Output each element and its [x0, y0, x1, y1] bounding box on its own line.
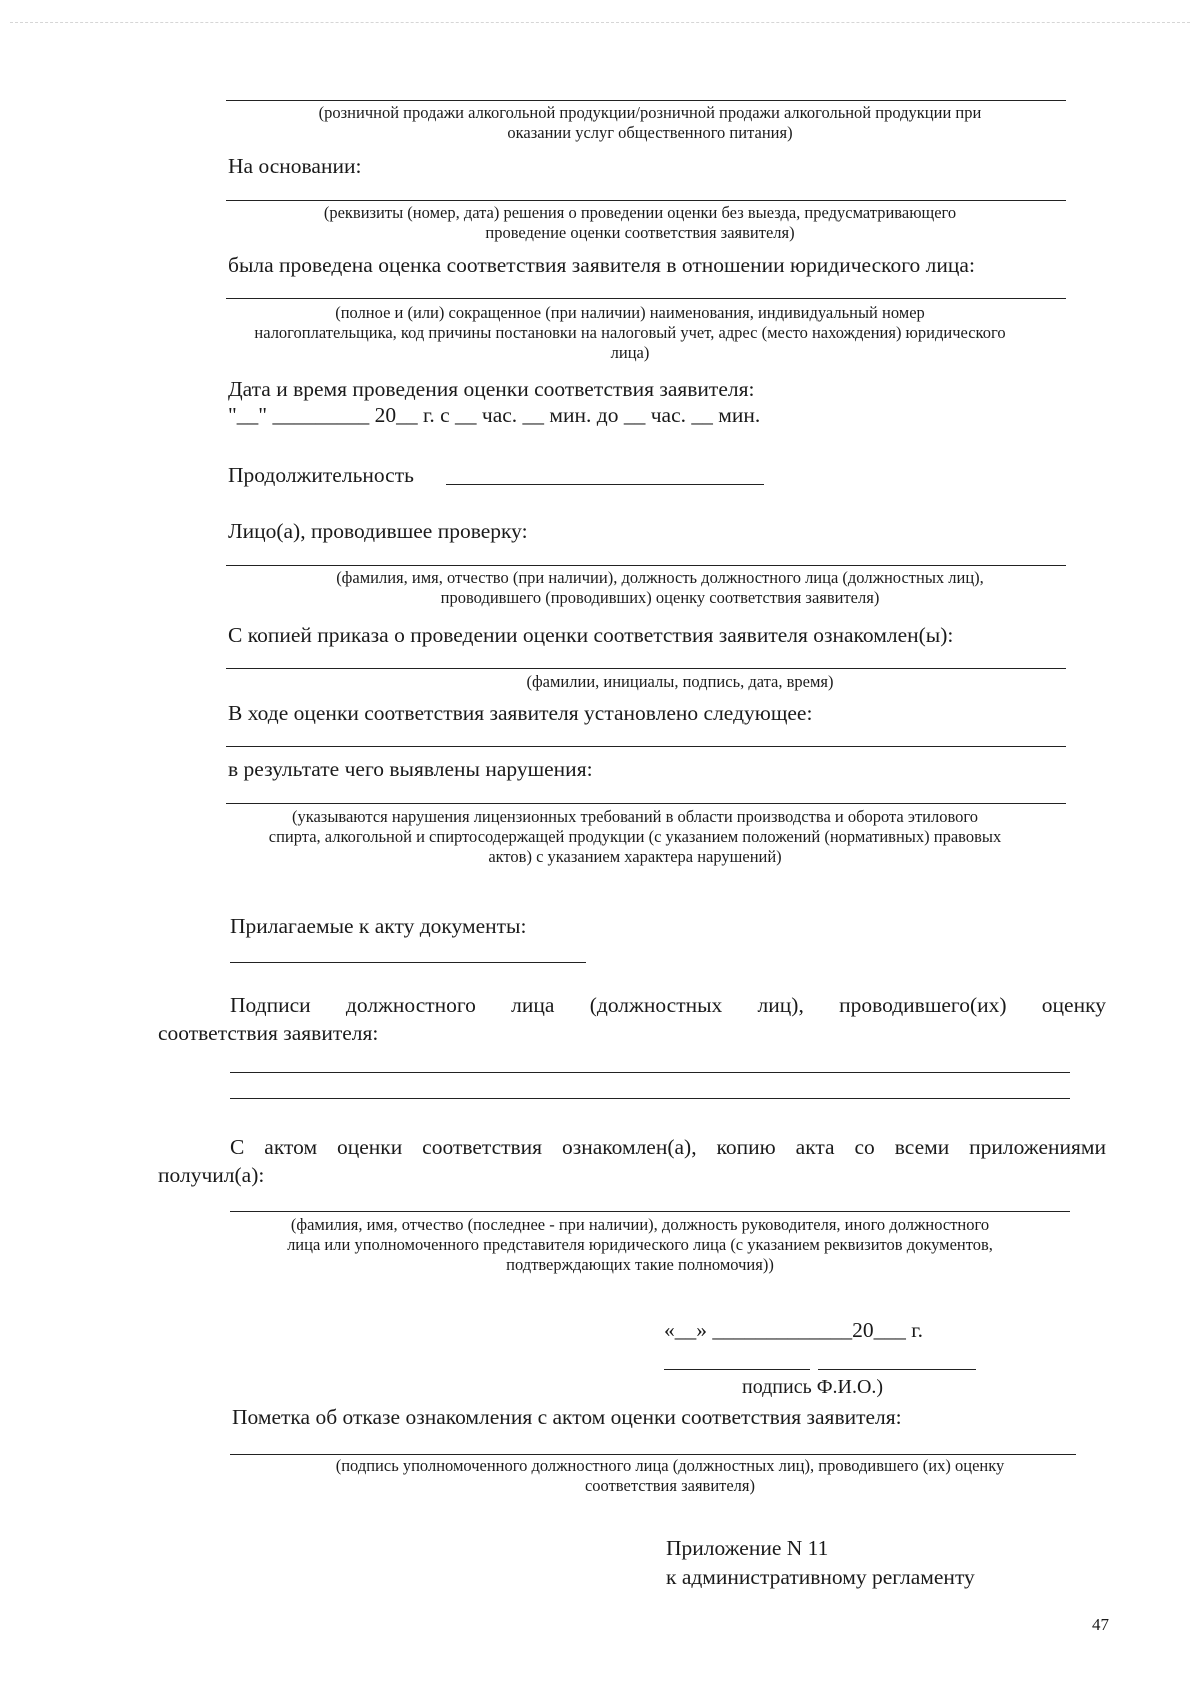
- findings-line: [226, 746, 1066, 747]
- year-suffix: г. с: [422, 403, 450, 427]
- signature-line-1: [230, 1072, 1070, 1073]
- inspector-label: Лицо(а), проводившее проверку:: [228, 519, 528, 543]
- order-copy-label: С копией приказа о проведении оценки соответствия заявителя ознакомлен(ы):: [228, 623, 954, 647]
- license-type-caption: (розничной продажи алкогольной продукции/розничной продажи алкогольной продукции при оказании услуг общественного питания): [318, 103, 982, 142]
- basis-line: [226, 200, 1066, 201]
- quote-close: ": [258, 403, 268, 427]
- inspector-caption: (фамилия, имя, отчество (при наличии), должность должностного лица (должностных лиц), проводившего (проводивших) оценку соответствия заявителя): [336, 568, 984, 607]
- refusal-label: Пометка об отказе ознакомления с актом оценки соответствия заявителя:: [232, 1405, 902, 1429]
- hours-text: час.: [481, 403, 518, 427]
- inspector-line: [226, 565, 1066, 566]
- signature-line-2: [230, 1098, 1070, 1099]
- signatures-label-line2: соответствия заявителя:: [158, 1021, 379, 1045]
- attachments-line: [230, 962, 586, 963]
- minutes-to-text: мин. до: [549, 403, 619, 427]
- year-prefix: 20: [374, 403, 397, 427]
- acknowledged-label-line1: С актом оценки соответствия ознакомлен(а), копию акта со всеми приложениями: [230, 1135, 1106, 1159]
- basis-caption: (реквизиты (номер, дата) решения о проведении оценки без выезда, предусматривающего проведение оценки соответствия заявителя): [323, 203, 957, 242]
- violations-caption: (указываются нарушения лицензионных требований в области производства и оборота этилового спирта, алкогольной и спиртосодержащей продукции (с указанием положений (нормативных) правовых актов) с указанием характера нарушений): [268, 807, 1002, 866]
- signatures-label-line1: Подписи должностного лица (должностных лиц), проводившего(их) оценку: [230, 993, 1106, 1017]
- name-blank: [818, 1369, 976, 1370]
- datetime-label: Дата и время проведения оценки соответствия заявителя:: [228, 377, 755, 401]
- legal-entity-label: была проведена оценка соответствия заявителя в отношении юридического лица:: [228, 253, 975, 277]
- appendix-title: Приложение N 11: [666, 1536, 829, 1560]
- attachments-label: Прилагаемые к акту документы:: [230, 914, 527, 938]
- signature-blank: [664, 1369, 810, 1370]
- legal-entity-line: [226, 298, 1066, 299]
- refusal-caption: (подпись уполномоченного должностного лица (должностных лиц), проводившего (их) оценку соответствия заявителя): [335, 1456, 1005, 1495]
- duration-line: [446, 484, 764, 485]
- hours2-text: час.: [650, 403, 686, 427]
- date-line: «__» _____________20___ г.: [664, 1318, 924, 1342]
- acknowledged-caption: (фамилия, имя, отчество (последнее - при наличии), должность руководителя, иного должностного лица или уполномоченного представителя юридического лица (с указанием реквизитов документов, подтверждающих такие полномочия)): [287, 1215, 993, 1274]
- duration-label: Продолжительность: [228, 463, 414, 487]
- signature-caption: подпись Ф.И.О.): [742, 1376, 884, 1398]
- page-number: 47: [1092, 1615, 1109, 1634]
- basis-label: На основании:: [228, 154, 362, 178]
- violations-label: в результате чего выявлены нарушения:: [228, 757, 593, 781]
- license-type-line: [226, 100, 1066, 101]
- appendix-subtitle: к административному регламенту: [666, 1565, 975, 1589]
- acknowledged-label-line2: получил(а):: [158, 1163, 265, 1187]
- legal-entity-caption: (полное и (или) сокращенное (при наличии) наименования, индивидуальный номер налогоплательщика, код причины постановки на налоговый учет, адрес (место нахождения) юридического лица): [254, 303, 1006, 362]
- findings-label: В ходе оценки соответствия заявителя установлено следующее:: [228, 701, 813, 725]
- scan-edge: [10, 22, 1190, 23]
- acknowledged-line: [230, 1211, 1070, 1212]
- minutes-text: мин.: [718, 403, 761, 427]
- order-copy-caption: (фамилии, инициалы, подпись, дата, время): [526, 672, 834, 691]
- order-copy-line: [226, 668, 1066, 669]
- quote-open: ": [228, 403, 237, 427]
- violations-line: [226, 803, 1066, 804]
- refusal-line: [230, 1454, 1076, 1455]
- datetime-fields: "__" _________ 20__ г. с __ час. __ мин. до __ час. __ мин.: [228, 403, 761, 427]
